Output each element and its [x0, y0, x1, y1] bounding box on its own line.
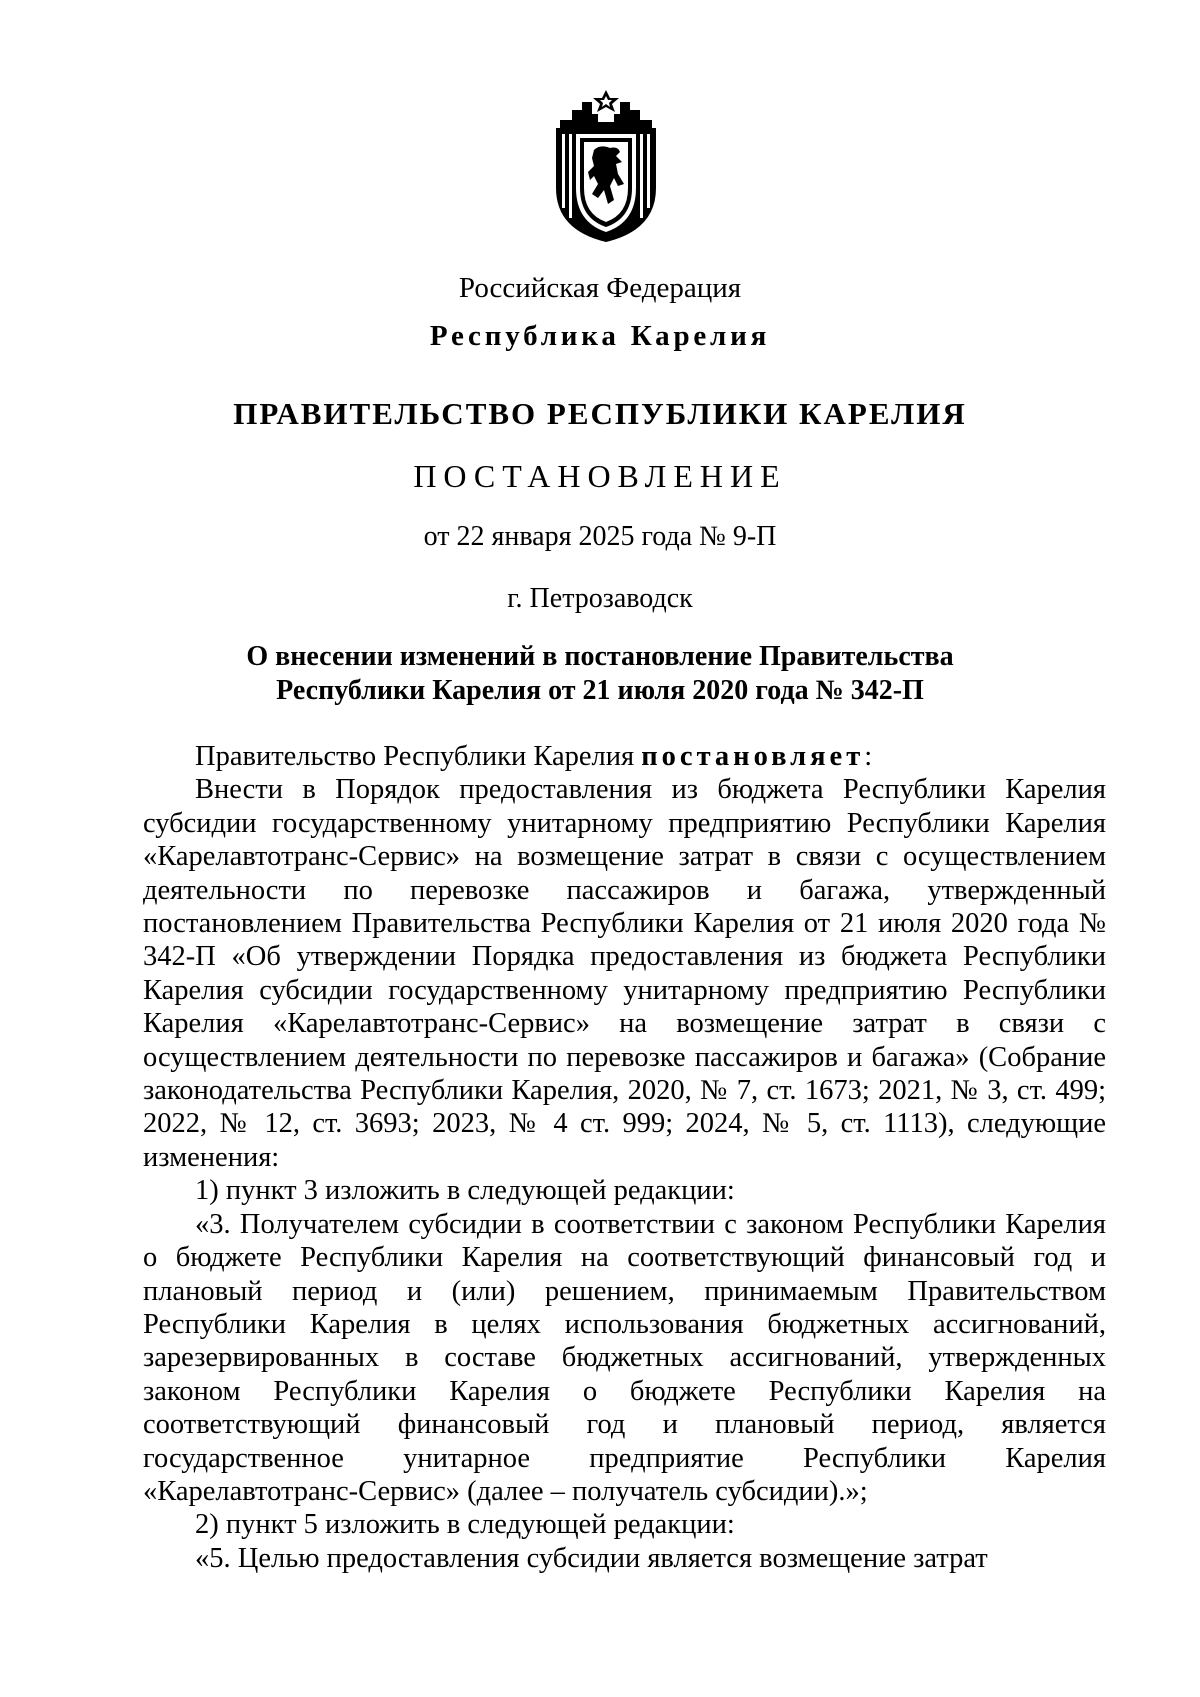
document-type: ПОСТАНОВЛЕНИЕ — [413, 458, 787, 494]
document-city: г. Петрозаводск — [507, 583, 693, 614]
body-paragraph: Внести в Порядок предоставления из бюджета Республики Карелия субсидии государственному унитарному предприятию Республики Карелия «Карелавтотранс-Сервис» на возмещение затрат в связи с осуществлением деятельности по перевозке пассажиров и багажа, утвержденный постановлением Правительства Республики Карелия от 21 июля 2020 года № 342-П «Об утверждении Порядка предоставления из бюджета Республики Карелия субсидии государственному унитарному предприятию Республики Карелия «Карелавтотранс-Сервис» на возмещение затрат в связи с осуществлением деятельности по перевозке пассажиров и багажа» (Собрание законодательства Республики Карелия, 2020, № 7, ст. 1673; 2021, № 3, ст. 499; 2022, № 12, ст. 3693; 2023, № 4 ст. 999; 2024, № 5, ст. 1113), следующие изменения: — [143, 774, 1106, 1173]
intro-suffix: : — [864, 741, 873, 772]
body-paragraph: 2) пункт 5 изложить в следующей редакции: — [195, 1509, 735, 1541]
intro-prefix: Правительство Республики Карелия — [195, 741, 642, 772]
republic-heading: Республика Карелия — [429, 320, 771, 352]
document-title-line-1: О внесении изменений в постановление Правительства — [246, 641, 954, 672]
intro-paragraph — [143, 740, 1106, 773]
document-body — [143, 740, 1106, 1575]
intro-keyword: постановляет — [641, 741, 865, 772]
coat-of-arms-icon — [552, 90, 660, 242]
document-title-line-2: Республики Карелия от 21 июля 2020 года № 342-П — [276, 675, 924, 706]
document-title — [180, 640, 1020, 708]
body-paragraph: «3. Получателем субсидии в соответствии с законом Республики Карелия о бюджете Республики Карелия на соответствующий финансовый год и плановый период и (или) решением, принимаемым Правительством Республики Карелия в целях использования бюджетных ассигнований, зарезервированных в составе бюджетных ассигнований, утвержденных законом Республики Карелия о бюджете Республики Карелия на соответствующий финансовый год и плановый период, является государственное унитарное предприятие Республики Карелия «Карелавтотранс-Сервис» (далее – получатель субсидии).»; — [143, 1208, 1106, 1507]
document-date-number: от 22 января 2025 года № 9-П — [423, 521, 777, 552]
federation-heading: Российская Федерация — [458, 272, 742, 304]
body-paragraph: «5. Целью предоставления субсидии является возмещение затрат — [195, 1542, 988, 1574]
government-heading: ПРАВИТЕЛЬСТВО РЕСПУБЛИКИ КАРЕЛИЯ — [233, 396, 967, 431]
body-paragraph: 1) пункт 3 изложить в следующей редакции: — [195, 1175, 735, 1207]
